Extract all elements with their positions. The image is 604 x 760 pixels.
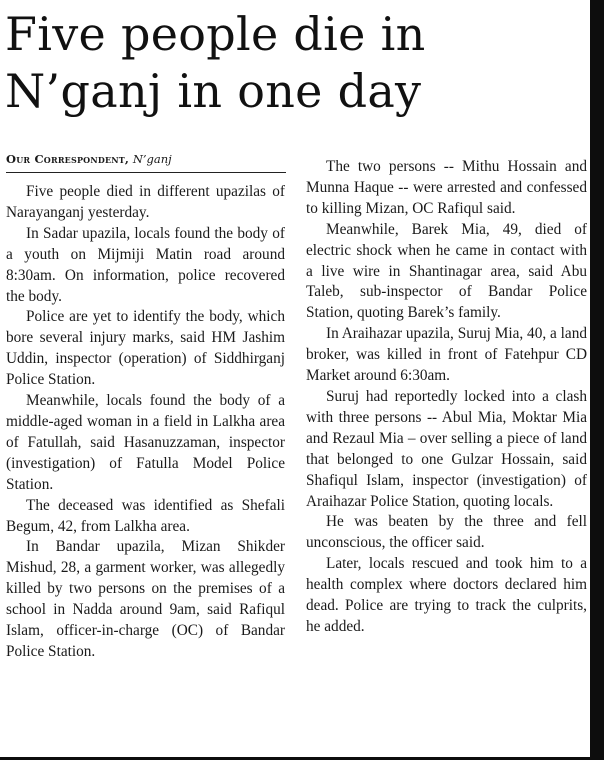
paragraph: Five people died in different upazilas of Narayanganj yesterday.	[6, 183, 285, 221]
paragraph: In Bandar upazila, Mizan Shikder Mishud, 28, a garment worker, was allegedly killed by two persons on the premises of a school in Nadda around 9am, said Rafiqul Islam, officer-in-charge (OC) of Bandar Police Station.	[6, 538, 285, 660]
paragraph: The deceased was identified as Shefali Begum, 42, from Lalkha area.	[6, 496, 285, 535]
byline-divider	[6, 172, 286, 173]
paragraph: He was beaten by the three and fell unconscious, the officer said.	[306, 513, 587, 552]
paragraph: Police are yet to identify the body, which bore several injury marks, said HM Jashim Uddin, inspector (operation) of Siddhirganj Police Station.	[6, 308, 285, 389]
article-column-right	[306, 157, 587, 638]
paragraph: Later, locals rescued and took him to a health complex where doctors declared him dead. Police are trying to track the culprits, he added.	[306, 555, 587, 635]
paragraph: In Sadar upazila, locals found the body of a youth on Mijmiji Matin road around 8:30am. On information, police recovered the body.	[6, 224, 285, 305]
paragraph: In Araihazar upazila, Suruj Mia, 40, a land broker, was killed in front of Fatehpur CD Market around 6:30am.	[306, 325, 587, 385]
scan-edge-right	[590, 0, 604, 760]
headline: Five people die in N’ganj in one day	[5, 7, 426, 118]
byline-name: Our Correspondent,	[6, 152, 130, 166]
paragraph: Suruj had reportedly locked into a clash with three persons -- Abul Mia, Moktar Mia and Rezaul Mia – over selling a piece of land that belonged to one Gulzar Hossain, said Shafiqul Islam, inspector (investigation) of Araihazar Police Station, quoting locals.	[306, 387, 587, 510]
paragraph: Meanwhile, locals found the body of a middle-aged woman in a field in Lalkha area of Fatullah, said Hasanuzzaman, inspector (investigation) of Fatulla Model Police Station.	[6, 392, 285, 493]
byline	[6, 151, 296, 167]
paragraph: The two persons -- Mithu Hossain and Munna Haque -- were arrested and confessed to killing Mizan, OC Rafiqul said.	[306, 158, 587, 217]
paragraph: Meanwhile, Barek Mia, 49, died of electric shock when he came in contact with a live wire in Shantinagar area, said Abu Taleb, sub-inspector of Bandar Police Station, quoting Barek’s family.	[306, 220, 587, 322]
article-column-left	[6, 182, 285, 663]
byline-place: N’ganj	[132, 152, 172, 166]
